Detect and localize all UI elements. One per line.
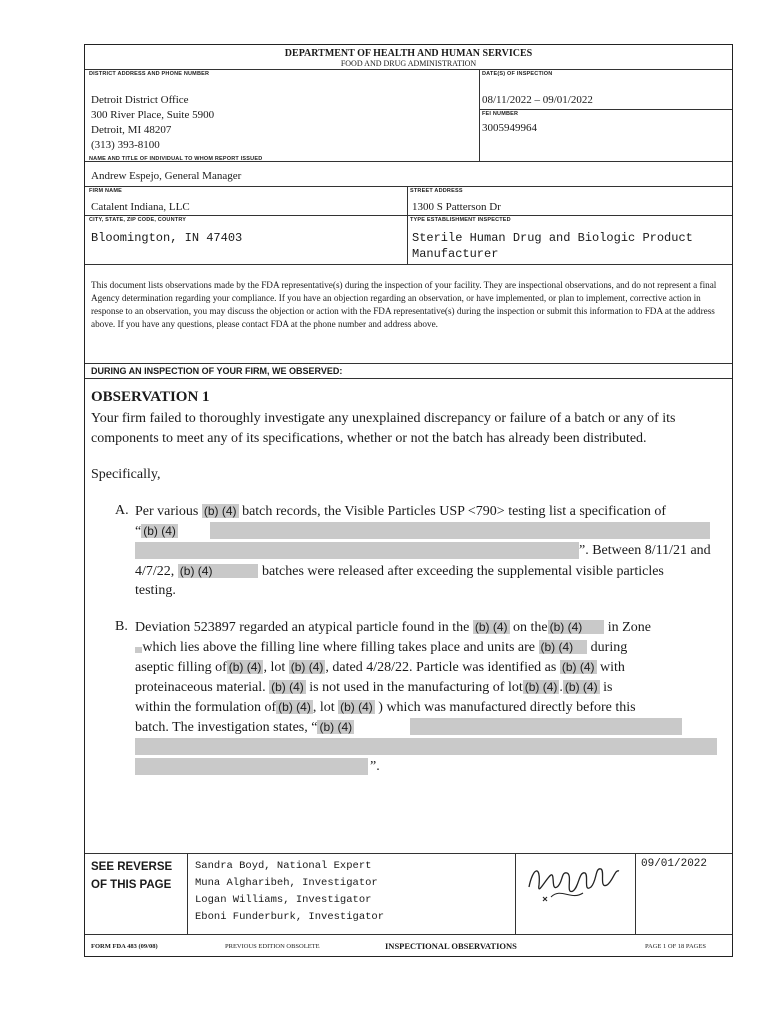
divider: [479, 69, 480, 161]
inspection-date-caption: DATE(S) OF INSPECTION: [482, 71, 553, 77]
divider: [515, 853, 516, 934]
fda-483-form: [84, 44, 733, 957]
divider: [635, 853, 636, 934]
redaction: (b) (4): [278, 700, 311, 714]
fei-number: 3005949964: [482, 122, 537, 134]
item-b-line: proteinaceous material. (b) (4) is not used in the manufacturing of lot (b) (4) . (b) (4) is: [135, 680, 613, 695]
district-line: Detroit District Office: [91, 94, 189, 106]
redaction-bar: [210, 522, 710, 539]
divider: [479, 109, 732, 110]
report-to-caption: NAME AND TITLE OF INDIVIDUAL TO WHOM REPORT ISSUED: [89, 156, 263, 162]
department-title: DEPARTMENT OF HEALTH AND HUMAN SERVICES: [284, 48, 533, 59]
employee-name: Eboni Funderburk, Investigator: [195, 911, 385, 923]
establishment-type: Manufacturer: [412, 247, 499, 261]
district-line: 300 River Place, Suite 5900: [91, 109, 215, 121]
redaction: (b) (4): [203, 504, 237, 518]
redaction: (b) (4): [561, 660, 595, 674]
divider: [85, 934, 732, 935]
redaction: (b) (4): [564, 680, 598, 694]
divider: [85, 69, 732, 70]
observed-heading: DURING AN INSPECTION OF YOUR FIRM, WE OBSERVED:: [91, 366, 343, 376]
form-number: FORM FDA 483 (09/08): [91, 943, 158, 950]
redaction: (b) (4): [474, 620, 508, 634]
item-letter: A.: [115, 503, 129, 518]
district-line: (313) 393-8100: [91, 139, 160, 151]
city-state-zip: Bloomington, IN 47403: [91, 231, 243, 245]
specifically-label: Specifically,: [91, 467, 161, 482]
item-a-line: Per various (b) (4) batch records, the Visible Particles USP <790> testing list a specification of: [135, 504, 667, 519]
redaction: (b) (4): [143, 524, 176, 538]
item-b-line: which lies above the filling line where filling takes place and units are (b) (4) during: [135, 637, 627, 660]
employee-list: [195, 858, 384, 926]
redaction: (b) (4): [271, 680, 304, 694]
divider: [187, 853, 188, 934]
divider: [85, 363, 732, 364]
redaction: (b) (4): [290, 660, 324, 674]
item-a-line: testing.: [135, 583, 176, 598]
divider: [85, 378, 732, 379]
signature-image: [521, 857, 631, 907]
establishment-type: Sterile Human Drug and Biologic Product: [412, 231, 693, 245]
item-b-line: batch. The investigation states, “ (b) (4): [135, 720, 353, 735]
inspection-dates: 08/11/2022 – 09/01/2022: [482, 94, 593, 106]
divider: [85, 186, 732, 187]
form-title: INSPECTIONAL OBSERVATIONS: [385, 941, 517, 951]
street-caption: STREET ADDRESS: [410, 188, 463, 194]
district-caption: DISTRICT ADDRESS AND PHONE NUMBER: [89, 71, 210, 77]
divider: [85, 264, 732, 265]
firm-name: Catalent Indiana, LLC: [91, 201, 190, 213]
firm-name-caption: FIRM NAME: [89, 188, 122, 194]
redaction-bar: [410, 718, 682, 735]
item-b-line: within the formulation of (b) (4) , lot (b) (4) ) which was manufactured directly before this: [135, 700, 636, 715]
item-letter: B.: [115, 619, 128, 634]
employee-name: Logan Williams, Investigator: [195, 894, 372, 906]
observation-title: OBSERVATION 1: [91, 389, 210, 405]
fei-caption: FEI NUMBER: [482, 111, 519, 117]
redaction: (b) (4): [319, 720, 353, 734]
report-to-value: Andrew Espejo, General Manager: [91, 170, 242, 182]
establishment-type-caption: TYPE ESTABLISHMENT INSPECTED: [410, 217, 511, 223]
page-number: PAGE 1 OF 18 PAGES: [645, 943, 706, 950]
redaction: (b) (4): [548, 620, 605, 634]
item-a-line: “ (b) (4): [135, 524, 176, 539]
redaction-bar: [135, 542, 579, 559]
redaction: (b) (4): [340, 700, 373, 714]
redaction: (b) (4): [539, 640, 588, 654]
employee-name: Sandra Boyd, National Expert: [195, 860, 372, 872]
item-b-line: Deviation 523897 regarded an atypical particle found in the (b) (4) on the (b) (4) in Zone: [135, 620, 651, 635]
redaction-bar: [135, 738, 717, 755]
observation-summary: Your firm failed to thoroughly investigate any unexplained discrepancy or failure of a batch or any of its components to meet any of its specifications, whether or not the batch has already been distributed.: [91, 411, 676, 446]
divider: [407, 186, 408, 264]
divider: [85, 215, 732, 216]
employee-name: Muna Algharibeh, Investigator: [195, 877, 378, 889]
item-a-line: 4/7/22, (b) (4) batches were released after exceeding the supplemental visible particles: [135, 564, 664, 579]
redaction-bar: [135, 758, 368, 775]
date-issued: 09/01/2022: [641, 858, 708, 870]
see-reverse-label: SEE REVERSE OF THIS PAGE: [91, 861, 173, 891]
district-line: Detroit, MI 48207: [91, 124, 172, 136]
agency-title: FOOD AND DRUG ADMINISTRATION: [340, 59, 477, 68]
street-address: 1300 S Patterson Dr: [412, 201, 501, 213]
city-caption: CITY, STATE, ZIP CODE, COUNTRY: [89, 217, 187, 223]
item-b-line: aseptic filling of (b) (4) , lot (b) (4) , dated 4/28/22. Particle was identified as (b) (4) with: [135, 660, 625, 675]
notice-text: This document lists observations made by the FDA representative(s) during the inspection of your facility. They are inspectional observations, and do not represent a final Agency determination regarding your compliance. If you have an objection regarding an observation, or have implemented, or plan to implement, corrective action in response to an observation, you may discuss the objection or action with the FDA representative(s) during the inspection or submit this information to FDA at the address above. If you have any questions, please contact FDA at the phone number and address above.: [91, 280, 717, 329]
redaction: (b) (4): [228, 660, 262, 674]
item-b-line: ”.: [370, 759, 380, 774]
redaction: (b) (4): [524, 680, 558, 694]
previous-edition-note: PREVIOUS EDITION OBSOLETE: [225, 943, 320, 950]
item-a-line: ”. Between 8/11/21 and: [579, 543, 711, 558]
redaction: (b) (4): [178, 564, 259, 578]
